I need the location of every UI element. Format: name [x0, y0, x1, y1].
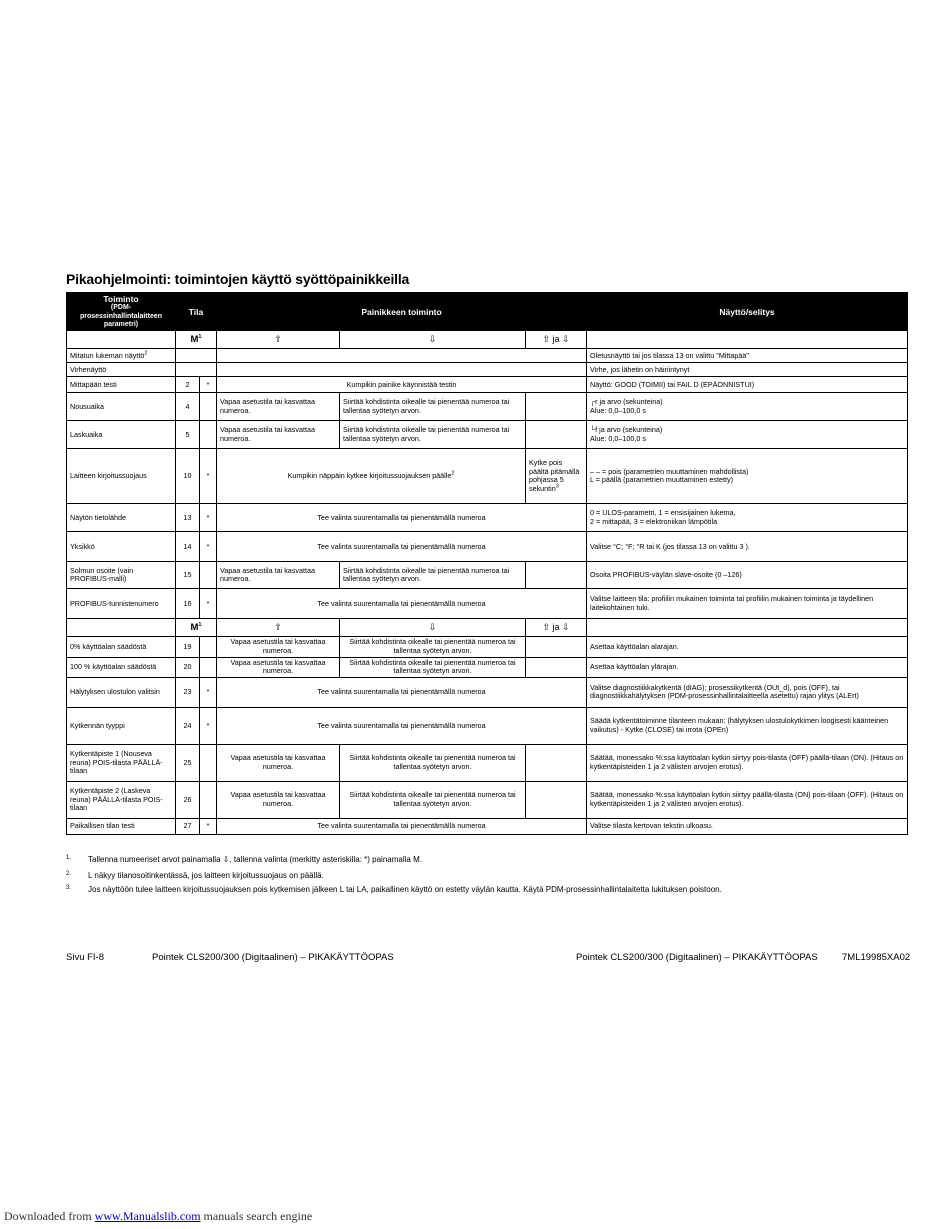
display-description: ┌r ja arvo (sekunteina) Alue: 0,0–100,0 s: [587, 393, 908, 421]
header-function: Toiminto (PDM-prosessinhallintalaitteen parametri): [67, 293, 176, 331]
down-action: Siirtää kohdistinta oikealle tai pienentää numeroa tai tallentaa syötetyn arvon.: [340, 637, 526, 657]
table-row: [67, 504, 908, 532]
selection-marker: *: [200, 532, 217, 562]
button-symbol-row: [67, 331, 908, 349]
down-action: Siirtää kohdistinta oikealle tai pienentää numeroa tai tallentaa syötetyn arvon.: [340, 744, 526, 781]
mode-number: 2: [176, 377, 200, 393]
function-name: Mitatun lukeman näyttö$^2$: [67, 349, 176, 363]
display-description: Säädä kytkentätoiminne tilanteen mukaan: (hälytyksen ulostulokytkimen loogisesti käänteinen vaikutus) - Kytke (CLOSE) tai irrota (OPEn): [587, 707, 908, 744]
function-name: Mittapään testi: [67, 377, 176, 393]
table-row: [67, 449, 908, 504]
function-name: 0% käyttöalan säädöstä: [67, 637, 176, 657]
function-name: Nousuaika: [67, 393, 176, 421]
mode-number: 14: [176, 532, 200, 562]
up-arrow-icon: ⇧: [217, 331, 340, 349]
selection-marker: [200, 421, 217, 449]
selection-marker: [200, 393, 217, 421]
function-name: Laskuaika: [67, 421, 176, 449]
button-symbol-row: [67, 619, 908, 637]
button-action: Kumpikin näppäin kytkee kirjoitussuojauksen päälle$^2$: [217, 449, 526, 504]
selection-marker: *: [200, 677, 217, 707]
selection-marker: *: [200, 707, 217, 744]
page-title: Pikaohjelmointi: toimintojen käyttö syöttöpainikkeilla: [66, 271, 410, 287]
display-description: Oletusnäyttö tai jos tilassa 13 on valittu "Mittapää": [587, 349, 908, 363]
header-display: Näyttö/selitys: [587, 293, 908, 331]
selection-marker: [200, 637, 217, 657]
mode-number: 26: [176, 781, 200, 818]
display-description: Asettaa käyttöalan alarajan.: [587, 637, 908, 657]
button-action: Tee valinta suurentamalla tai pienentämällä numeroa: [217, 532, 587, 562]
function-name: Kytkentäpiste 2 (Laskeva reuna) PÄÄLLÄ-tilasta POIS-tilaan: [67, 781, 176, 818]
button-action: Tee valinta suurentamalla tai pienentämällä numeroa: [217, 504, 587, 532]
display-description: 0 = ULOS-parametri, 1 = ensisijainen lukema, 2 = mittapää, 3 = elektroniikan lämpötila: [587, 504, 908, 532]
mode-number: 19: [176, 637, 200, 657]
up-action: Vapaa asetustila tai kasvattaa numeroa.: [217, 562, 340, 589]
table-row: [67, 589, 908, 619]
mode-number: 13: [176, 504, 200, 532]
mode-number: 10: [176, 449, 200, 504]
down-action: Siirtää kohdistinta oikealle tai pienentää numeroa tai tallentaa syötetyn arvon.: [340, 657, 526, 677]
display-description: Säätää, monessako %:ssa käyttöalan kytkin siirtyy päällä-tilasta (ON) pois-tilaan (OFF). (Hitaus on kytkentäpisteiden 1 ja 2 välisten arvojen erotus).: [587, 781, 908, 818]
up-action: Vapaa asetustila tai kasvattaa numeroa.: [217, 657, 340, 677]
header-mode: Tila: [176, 293, 217, 331]
function-name: Virhenäyttö: [67, 363, 176, 377]
button-action: Kumpikin painike käynnistää testin: [217, 377, 587, 393]
both-buttons-action: Kytke pois päältä pitämällä pohjassa 5 sekuntin$^3$: [526, 449, 587, 504]
selection-marker: *: [200, 818, 217, 834]
quick-programming-table: [66, 292, 908, 835]
m-button-icon: $M^1$: [176, 331, 217, 349]
down-arrow-icon: ⇩: [340, 619, 526, 637]
function-name: Solmun osoite (vain PROFIBUS-malli): [67, 562, 176, 589]
table-row: [67, 818, 908, 834]
mode-number: 23: [176, 677, 200, 707]
up-and-down-icon: ⇧ ja ⇩: [526, 619, 587, 637]
down-action: Siirtää kohdistinta oikealle tai pienentää numeroa tai tallentaa syötetyn arvon.: [340, 781, 526, 818]
table-row: [67, 377, 908, 393]
selection-marker: [200, 562, 217, 589]
display-description: – – = pois (parametrien muuttaminen mahdollista) L = päällä (parametrien muuttaminen estetty): [587, 449, 908, 504]
button-action: Tee valinta suurentamalla tai pienentämällä numeroa: [217, 818, 587, 834]
footer-right-title: Pointek CLS200/300 (Digitaalinen) – PIKAKÄYTTÖOPAS: [576, 952, 818, 963]
function-name: Hälytyksen ulostulon valitsin: [67, 677, 176, 707]
selection-marker: [200, 744, 217, 781]
table-row: [67, 349, 908, 363]
table-header: [67, 293, 908, 331]
down-action: Siirtää kohdistinta oikealle tai pienentää numeroa tai tallentaa syötetyn arvon.: [340, 421, 526, 449]
manualslib-link[interactable]: www.Manualslib.com: [94, 1209, 201, 1223]
selection-marker: *: [200, 504, 217, 532]
display-description: Valitse laitteen tila: profiilin mukainen toiminta tai profiilin mukainen toiminta ja täydellinen laitekohtainen tuki.: [587, 589, 908, 619]
display-description: Asettaa käyttöalan ylärajan.: [587, 657, 908, 677]
up-action: Vapaa asetustila tai kasvattaa numeroa.: [217, 637, 340, 657]
table-row: [67, 363, 908, 377]
header-button-function: Painikkeen toiminto: [217, 293, 587, 331]
up-action: Vapaa asetustila tai kasvattaa numeroa.: [217, 781, 340, 818]
display-description: Säätää, monessako %:ssa käyttöalan kytkin siirtyy pois-tilasta (OFF) päällä-tilaan (ON). (Hitaus on kytkentäpisteiden 1 ja 2 välisten arvojen erotus).: [587, 744, 908, 781]
up-action: Vapaa asetustila tai kasvattaa numeroa.: [217, 393, 340, 421]
down-action: Siirtää kohdistinta oikealle tai pienentää numeroa tai tallentaa syötetyn arvon.: [340, 393, 526, 421]
function-name: Näytön tietolähde: [67, 504, 176, 532]
m-button-icon: $M^1$: [176, 619, 217, 637]
function-name: 100 % käyttöalan säädöstä: [67, 657, 176, 677]
table-row: [67, 637, 908, 657]
display-description: └f ja arvo (sekunteina) Alue: 0,0–100,0 s: [587, 421, 908, 449]
mode-number: 16: [176, 589, 200, 619]
down-arrow-icon: ⇩: [340, 331, 526, 349]
doc-code: 7ML19985XA02: [842, 952, 911, 963]
function-name: Laitteen kirjoitussuojaus: [67, 449, 176, 504]
button-action: Tee valinta suurentamalla tai pienentämällä numeroa: [217, 589, 587, 619]
button-action: Tee valinta suurentamalla tai pienentämällä numeroa: [217, 707, 587, 744]
selection-marker: *: [200, 449, 217, 504]
display-description: Valitse °C; °F; °R tai K (jos tilassa 13 on valittu 3 ).: [587, 532, 908, 562]
function-name: Yksikkö: [67, 532, 176, 562]
mode-number: 15: [176, 562, 200, 589]
selection-marker: *: [200, 589, 217, 619]
mode-number: 25: [176, 744, 200, 781]
table-row: [67, 744, 908, 781]
mode-number: 24: [176, 707, 200, 744]
function-name: Kytkennän tyyppi: [67, 707, 176, 744]
table-row: [67, 677, 908, 707]
table-row: [67, 562, 908, 589]
table-row: [67, 421, 908, 449]
table-row: [67, 532, 908, 562]
table-row: [67, 393, 908, 421]
display-description: Osoita PROFIBUS-väylän slave-osoite (0 –126): [587, 562, 908, 589]
selection-marker: [200, 657, 217, 677]
button-action: Tee valinta suurentamalla tai pienentämällä numeroa: [217, 677, 587, 707]
display-description: Valitse tilasta kertovan tekstin ulkoasu.: [587, 818, 908, 834]
mode-number: 4: [176, 393, 200, 421]
selection-marker: *: [200, 377, 217, 393]
display-description: Valitse diagnostiikkakytkentä (dIAG); prosessikytkentä (OUt_d), pois (OFF), tai diagnostiikkahälytyksen (PDM-prosessinhallintalaitteella asetettu) rajan ylitys (ALErt): [587, 677, 908, 707]
selection-marker: [200, 781, 217, 818]
table-row: [67, 781, 908, 818]
mode-number: 5: [176, 421, 200, 449]
function-name: Paikallisen tilan testi: [67, 818, 176, 834]
up-arrow-icon: ⇧: [217, 619, 340, 637]
function-name: PROFIBUS-tunnistenumero: [67, 589, 176, 619]
up-action: Vapaa asetustila tai kasvattaa numeroa.: [217, 744, 340, 781]
display-description: Näyttö: GOOD (TOIMII) tai FAIL D (EPÄONNISTUI): [587, 377, 908, 393]
down-action: Siirtää kohdistinta oikealle tai pienentää numeroa tai tallentaa syötetyn arvon.: [340, 562, 526, 589]
up-and-down-icon: ⇧ ja ⇩: [526, 331, 587, 349]
page-number: Sivu FI-8: [66, 952, 105, 963]
download-note: Downloaded from www.Manualslib.com manuals search engine: [4, 1209, 313, 1223]
function-name: Kytkentäpiste 1 (Nouseva reuna) POIS-tilasta PÄÄLLÄ-tilaan: [67, 744, 176, 781]
mode-number: 27: [176, 818, 200, 834]
table-row: [67, 657, 908, 677]
display-description: Virhe, jos lähetin on häiriintynyt: [587, 363, 908, 377]
footer-left-title: Pointek CLS200/300 (Digitaalinen) – PIKAKÄYTTÖOPAS: [152, 952, 394, 963]
mode-number: 20: [176, 657, 200, 677]
table-row: [67, 707, 908, 744]
up-action: Vapaa asetustila tai kasvattaa numeroa.: [217, 421, 340, 449]
